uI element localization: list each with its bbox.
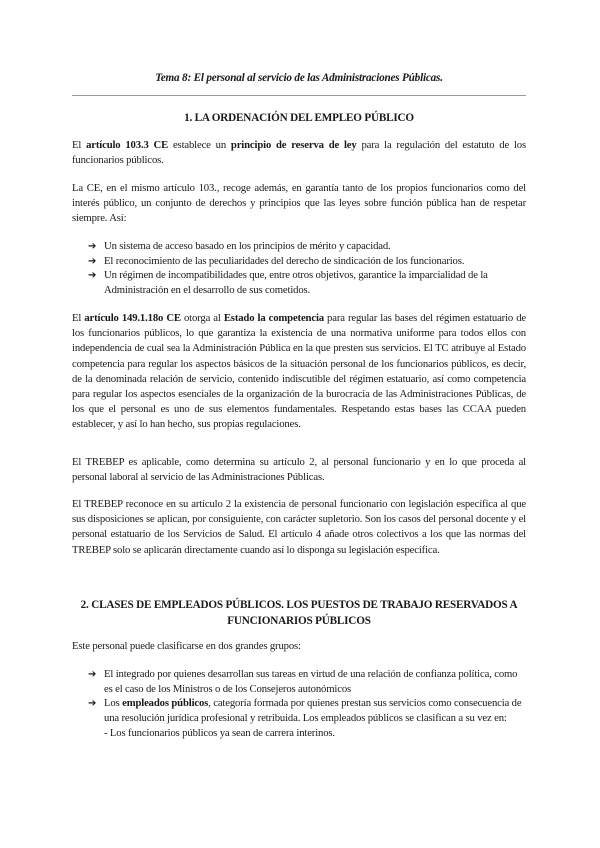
bullet-text: El reconocimiento de las peculiaridades del derecho de sindicación de los funcionarios. xyxy=(104,255,465,267)
paragraph-2: La CE, en el mismo artículo 103., recoge además, en garantía tanto de los propios funcionarios como del interés público, un conjunto de derechos y principios que las leyes sobre función pública han de respetar siempre. Así: xyxy=(72,182,526,225)
paragraph-1 xyxy=(72,138,526,168)
title-divider xyxy=(72,95,526,96)
bullet-text: Un sistema de acceso basado en los principios de mérito y capacidad. xyxy=(104,240,391,252)
bullet-subitem: - Los funcionarios públicos ya sean de carrera interinos. xyxy=(104,727,335,740)
arrow-icon: ➔ xyxy=(88,270,97,281)
bullet-item xyxy=(88,268,526,298)
bullet-item xyxy=(88,254,526,269)
section-1-heading: 1. LA ORDENACIÓN DEL EMPLEO PÚBLICO xyxy=(184,112,414,124)
arrow-icon: ➔ xyxy=(88,669,97,680)
p1-text-d: para la regulación del estatuto de los funcionarios públicos. xyxy=(72,139,526,167)
bullet-text-a: Los xyxy=(104,697,123,709)
p1-text-c: establece un xyxy=(168,139,231,151)
p3-text-a: El xyxy=(72,312,85,324)
paragraph-5: El TREBEP reconoce en su artículo 2 la existencia de personal funcionario con legislación específica al que sus disposiciones se aplican, por consiguiente, con carácter supletorio. Son los casos del personal docente y el personal estatuario de los Servicios de Salud. El artículo 4 añade otros colectivos a los que las normas del TREBEP solo se aplicarán directamente cuando así lo disponga su legislación específica. xyxy=(72,498,526,556)
p3-text-d: para regular las bases del régimen estatuario de los funcionarios públicos, lo que garantiza la existencia de una normativa uniforme para todos ellos con independencia de cual sea la Administración Pública en la que presten sus servicios. El TC atribuye al Estado competencia para regular los aspectos básicos de la situación personal de los funcionarios públicos, es decir, de la denominada relación de servicio, contenido indiscutible del régimen estatuario, así como competencia para regular los aspectos esenciales de la organización de la burocracia de las Administraciones Públicas, de los que el personal es uno de sus elementos fundamentales. Respetando estas bases las CCAA pueden establecer, y así lo han hecho, sus propias regulaciones. xyxy=(72,312,526,431)
arrow-icon: ➔ xyxy=(88,698,97,709)
p1-bold-principle: principio de reserva de ley xyxy=(230,139,357,151)
p3-text-c: otorga al xyxy=(180,312,224,324)
bullet-text: Un régimen de incompatibilidades que, entre otros objetivos, garantice la imparcialidad de la Administración en el desarrollo de sus cometidos. xyxy=(104,269,488,297)
p1-bold-article: artículo 103.3 CE xyxy=(86,139,169,151)
paragraph-6: Este personal puede clasificarse en dos grandes grupos: xyxy=(72,640,301,652)
bullet-item xyxy=(88,239,526,254)
p3-bold-article: artículo 149.1.18o CE xyxy=(84,312,181,324)
p1-text-a: El xyxy=(72,139,87,151)
section-2-heading: 2. CLASES DE EMPLEADOS PÚBLICOS. LOS PUESTOS DE TRABAJO RESERVADOS A FUNCIONARIOS PÚBLICOS xyxy=(80,599,518,627)
bullet-item xyxy=(88,696,526,742)
paragraph-4: El TREBEP es aplicable, como determina su artículo 2, al personal funcionario y en lo que proceda al personal laboral al servicio de las Administraciones Públicas. xyxy=(72,456,526,484)
bullet-text xyxy=(88,696,526,742)
arrow-icon: ➔ xyxy=(88,256,97,267)
bullet-text-c: , categoría formada por quienes prestan sus servicios como consecuencia de una resolución jurídica profesional y retribuida. Los empleados públicos se clasifican a su vez en: xyxy=(104,697,522,725)
p3-bold-competence: Estado la competencia xyxy=(223,312,324,324)
bullet-text: El integrado por quienes desarrollan sus tareas en virtud de una relación de confianza política, como es el caso de los Ministros o de los Consejeros autonómicos xyxy=(104,668,518,696)
arrow-icon: ➔ xyxy=(88,241,97,252)
bullet-item xyxy=(88,667,526,697)
paragraph-3 xyxy=(72,311,526,433)
document-title: Tema 8: El personal al servicio de las Administraciones Públicas. xyxy=(155,72,443,84)
bullet-bold-term: empleados públicos xyxy=(122,697,209,709)
